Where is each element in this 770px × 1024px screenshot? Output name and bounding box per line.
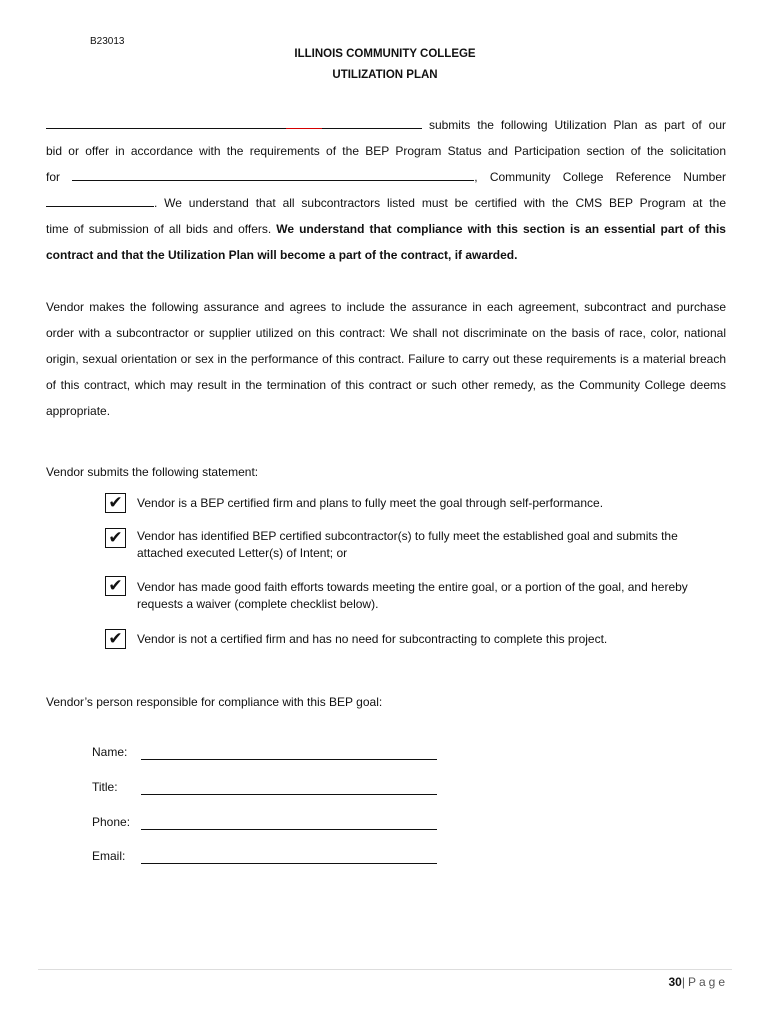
name-field[interactable] [141, 758, 437, 760]
name-label: Name: [92, 745, 128, 759]
responsible-heading: Vendor’s person responsible for compliance with this BEP goal: [46, 695, 383, 709]
option-text-4: Vendor is not a certified firm and has no need for subcontracting to complete this project. [137, 632, 608, 646]
vendor-name-blank[interactable] [46, 115, 286, 129]
option-checkbox-4[interactable]: ✔ [105, 629, 126, 649]
solicitation-blank[interactable] [72, 167, 474, 181]
intro-text-5-bold: We understand that compliance with this section is an essential part of this [276, 222, 726, 236]
vendor-name-blank-tail [322, 115, 422, 129]
statement-heading: Vendor submits the following statement: [46, 465, 259, 479]
email-field[interactable] [141, 862, 437, 864]
title-label: Title: [92, 780, 118, 794]
page-separator: | [681, 975, 685, 989]
for-label: for [46, 170, 61, 184]
reference-number-blank[interactable] [46, 193, 154, 207]
page-footer [668, 975, 728, 989]
intro-text-6-bold: contract and that the Utilization Plan will become a part of the contract, if awarded. [46, 248, 518, 262]
intro-text-4: . We understand that all subcontractors listed must be certified with the CMS BEP Program at the [154, 196, 726, 210]
intro-text-2: bid or offer in accordance with the requirements of the BEP Program Status and Participation section of the solicitation [46, 144, 726, 158]
option-text-1: Vendor is a BEP certified firm and plans to fully meet the goal through self-performance. [137, 496, 604, 510]
document-title: ILLINOIS COMMUNITY COLLEGE [294, 48, 476, 60]
option-text-2: Vendor has identified BEP certified subcontractor(s) to fully meet the established goal and submits the attached executed Letter(s) of Intent; or [137, 529, 678, 560]
footer-rule [38, 969, 732, 970]
phone-field[interactable] [141, 828, 437, 830]
page-label: Page [687, 975, 728, 989]
email-label: Email: [92, 849, 126, 863]
intro-paragraph [46, 112, 726, 268]
assurance-paragraph: Vendor makes the following assurance and agrees to include the assurance in each agreement, subcontract and purchase order with a subcontractor or supplier utilized on this contract: We shall not discriminate on the basis of race, color, national origin, sexual orientation or sex in the performance of this contract. Failure to carry out these requirements is a material breach of this contract, which may result in the termination of this contract or such other remedy, as the Community College deems appropriate. [46, 300, 726, 418]
phone-label: Phone: [92, 815, 131, 829]
intro-text-5: time of submission of all bids and offers. [46, 222, 277, 236]
vendor-name-blank-highlight [286, 115, 322, 129]
community-college-ref-label: , Community College Reference Number [474, 170, 726, 184]
option-checkbox-3[interactable]: ✔ [105, 576, 126, 596]
option-checkbox-2[interactable]: ✔ [105, 528, 126, 548]
document-subtitle: UTILIZATION PLAN [332, 69, 438, 81]
option-text-3: Vendor has made good faith efforts towards meeting the entire goal, or a portion of the goal, and hereby requests a waiver (complete checklist below). [137, 580, 688, 611]
option-checkbox-1[interactable]: ✔ [105, 493, 126, 513]
document-code: B23013 [90, 36, 125, 47]
page-number: 30 [668, 975, 682, 989]
intro-text-1: submits the following Utilization Plan as part of our [428, 118, 726, 132]
title-field[interactable] [141, 793, 437, 795]
